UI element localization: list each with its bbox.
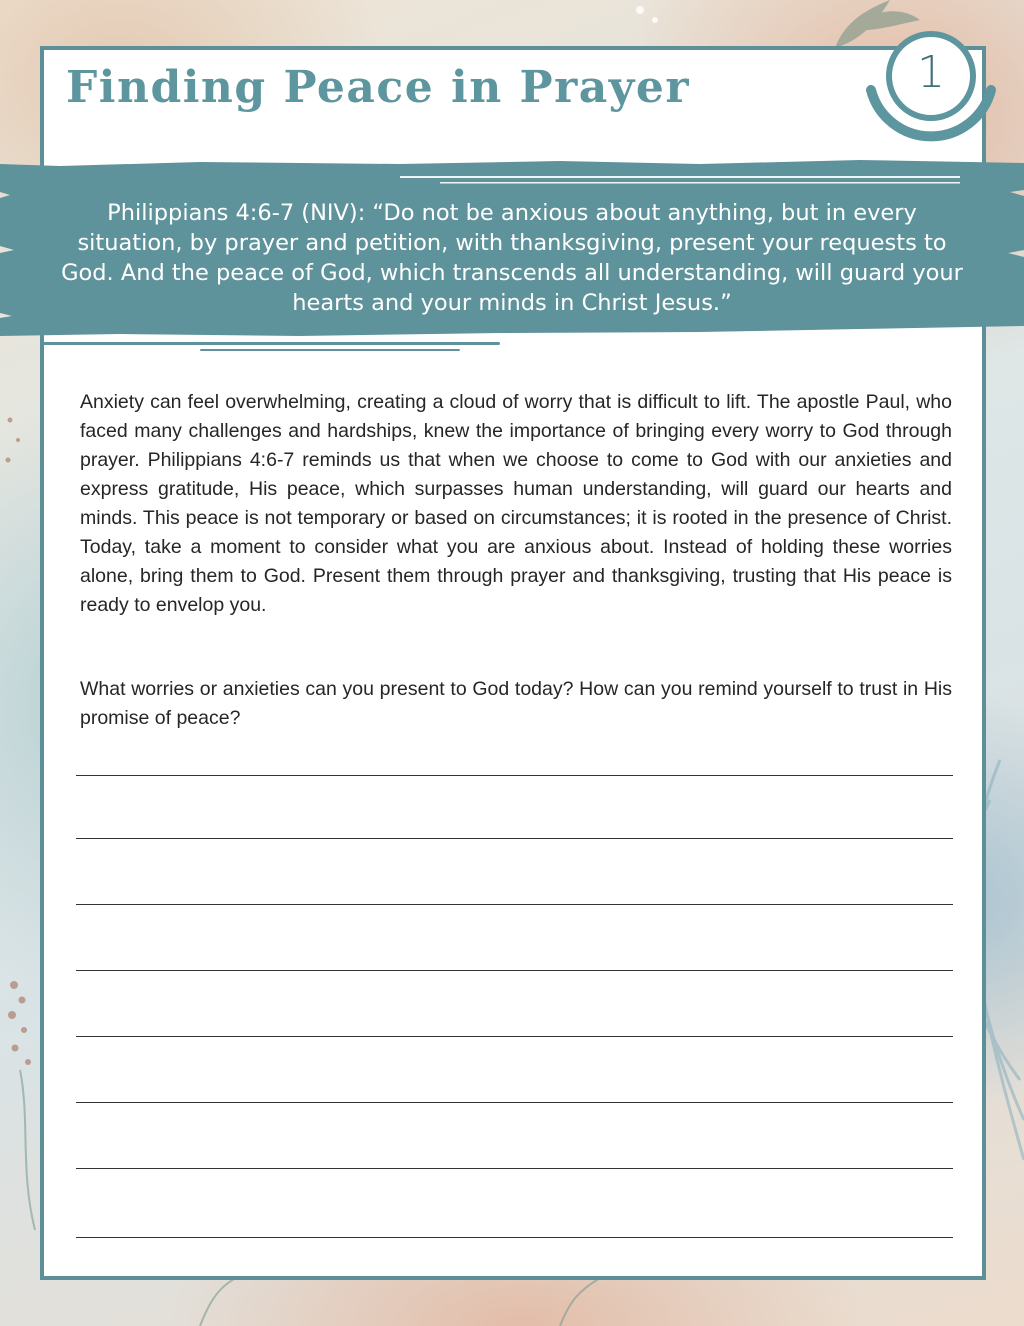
reflection-prompt: What worries or anxieties can you present to God today? How can you remind yourself to trust in His promise of peace? <box>80 678 952 729</box>
journal-line[interactable] <box>76 838 953 839</box>
journal-line[interactable] <box>76 970 953 971</box>
journal-line[interactable] <box>76 775 953 776</box>
scripture-verse: Philippians 4:6-7 (NIV): “Do not be anxious about anything, but in every situation, by prayer and petition, with thanksgiving, present your requests to God. And the peace of God, which transcends all understanding, will guard your hearts and your minds in Christ Jesus.” <box>61 200 963 316</box>
journal-line[interactable] <box>76 904 953 905</box>
journal-line[interactable] <box>76 1102 953 1103</box>
devotional-body: Anxiety can feel overwhelming, creating a cloud of worry that is difficult to lift. The apostle Paul, who faced many challenges and hardships, knew the importance of bringing every worry to God through prayer. Philippians 4:6-7 reminds us that when we choose to come to God with our anxieties and express gratitude, His peace, which surpasses human understanding, will guard our hearts and minds. This peace is not temporary or based on circumstances; it is rooted in the presence of Christ. Today, take a moment to consider what you are anxious about. Instead of holding these worries alone, bring them to God. Present them through prayer and thanksgiving, trusting that His peace is ready to envelop you. <box>80 391 952 616</box>
journal-line[interactable] <box>76 1036 953 1037</box>
journal-line[interactable] <box>76 1237 953 1238</box>
day-number: 1 <box>917 47 945 98</box>
page-title: Finding Peace in Prayer <box>66 62 691 113</box>
journal-line[interactable] <box>76 1168 953 1169</box>
